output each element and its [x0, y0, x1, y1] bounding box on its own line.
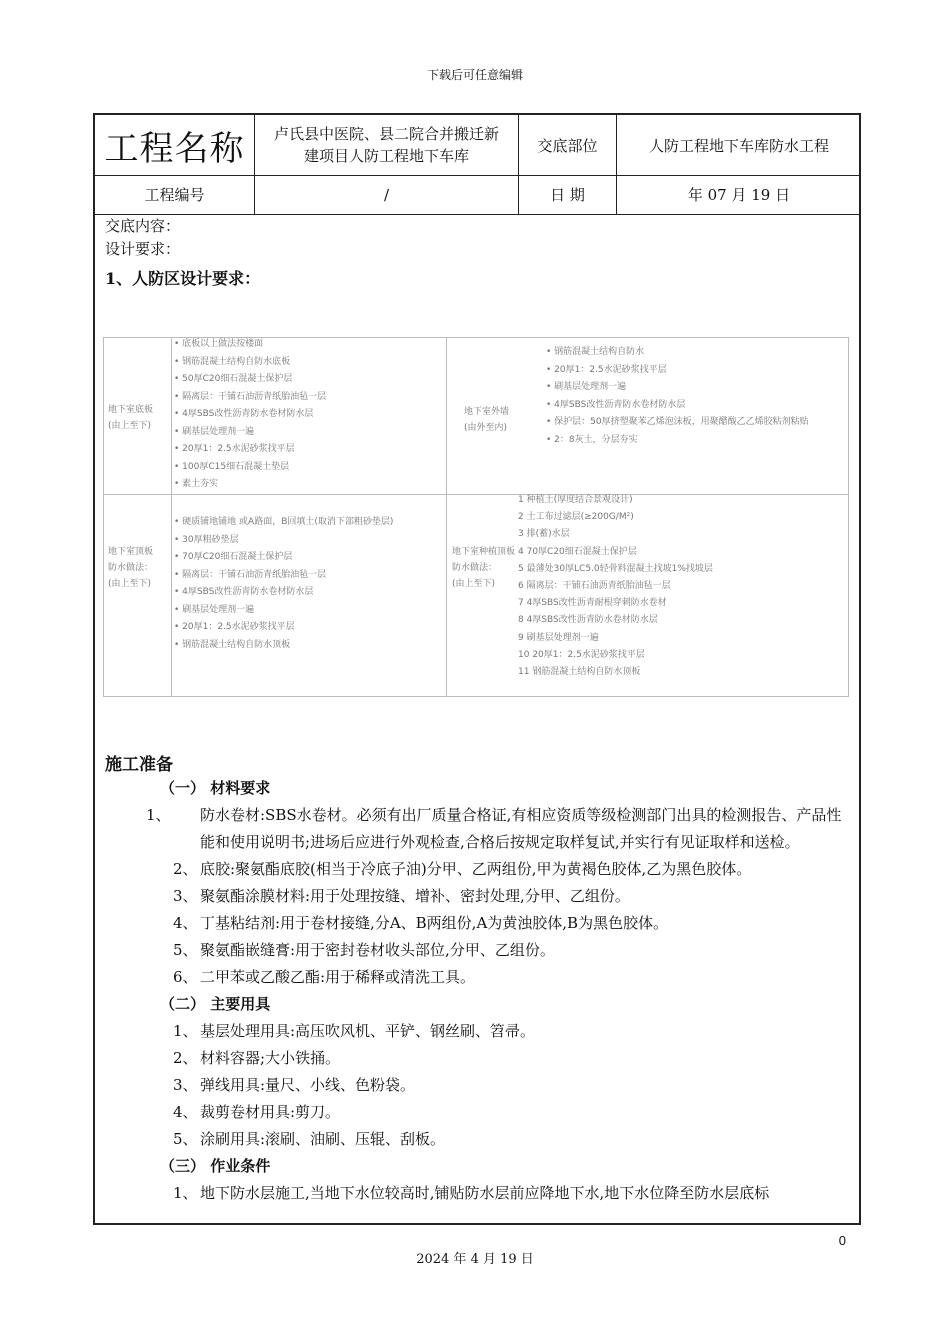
list-item: 2、 底胶:聚氨酯底胶(相当于冷底子油)分甲、乙两组份,甲为黄褐色胶体,乙为黑色胶体。: [173, 860, 752, 878]
diagram-list-floor: • 底板以上做法按楼面 • 钢筋混凝土结构自防水底板 • 50厚C20细石混凝土保护层 • 隔离层：干铺石油沥青纸胎油毡一层 • 4厚SBS改性沥青防水卷材防水层 • 刷基层处理剂一遍 • 20厚1：2.5水泥砂浆找平层 • 100厚C15细石混凝土垫层 • 素土夯实: [174, 339, 327, 489]
conditions-subtitle: （三） 作业条件: [160, 1157, 271, 1175]
date-label: 日 期: [519, 175, 617, 214]
list-item: 1、 地下防水层施工,当地下水位较高时,铺贴防水层前应降地下水,地下水位降至防水层底标: [173, 1184, 770, 1202]
list-item: 3、 聚氨酯涂膜材料:用于处理按缝、增补、密封处理,分甲、乙组份。: [173, 887, 630, 905]
materials-subtitle: （一） 材料要求: [160, 779, 271, 797]
project-name-label: 工程名称: [95, 115, 255, 175]
content-label: 交底内容：: [105, 217, 181, 235]
diagram-divider-h: [104, 494, 848, 495]
diagram-label-roof: 地下室顶板 防水做法： (由上至下): [108, 547, 154, 589]
list-item: 2、 材料容器;大小铁捅。: [173, 1049, 341, 1067]
date-value: 年 07 月 19 日: [687, 186, 791, 204]
heading-civil-defense: 1、人防区设计要求：: [105, 269, 261, 288]
list-item: 6、 二甲苯或乙酸乙酯:用于稀释或清洗工具。: [173, 968, 476, 986]
waterproof-detail-diagram: [103, 337, 849, 697]
footer-date: 2024 年 4 月 19 日: [416, 1252, 534, 1267]
diagram-label-floor: 地下室底板 (由上至下): [108, 405, 154, 431]
design-label: 设计要求：: [105, 240, 181, 258]
diagram-list-planted-roof: 1 种植土(厚度结合景观设计) 2 土工布过滤层(≥200G/M²) 3 排(蓄)水层 4 70厚C20细石混凝土保护层 5 最薄处30厚LC5.0轻骨料混凝土找坡1%找坡层 6 隔离层：干铺石油沥青纸胎油毡一层 7 4厚SBS改性沥青耐根穿刺防水卷材 8 4厚SBS改性沥青防水卷材防水层 9 刷基层处理剂一遍 10 20厚1：2.5水泥砂浆找平层 11 钢筋混凝土结构自防水顶板: [518, 495, 713, 678]
part-label: 交底部位: [519, 115, 617, 175]
disclosure-sheet: [93, 113, 861, 1225]
construction-prep: [105, 750, 855, 1207]
content-area: [95, 215, 859, 290]
number-value: /: [255, 175, 519, 214]
diagram-divider-v2: [446, 338, 447, 696]
list-item: 4、 丁基粘结剂:用于卷材接缝,分A、B两组份,A为黄浊胶体,B为黑色胶体。: [173, 914, 669, 932]
diagram-label-wall: 地下室外墙 (由外至内): [464, 407, 510, 433]
table-row-number: [95, 175, 859, 215]
list-item: 1、 防水卷材:SBS水卷材。必须有出厂质量合格证,有相应资质等级检测部门出具的检测报告、产品性能和使用说明书;进场后应进行外观检查,合格后按规定取样复试,并实行有见证取样和送检。: [146, 806, 842, 851]
diagram-list-roof: • 硬质铺地铺地 或A路面，B回填土(取消下部粗砂垫层) • 30厚粗砂垫层 • 70厚C20细石混凝土保护层 • 隔离层：干铺石油沥青纸胎油毡一层 • 4厚SBS改性沥青防水卷材防水层 • 刷基层处理剂一遍 • 20厚1：2.5水泥砂浆找平层 • 钢筋混凝土结构自防水顶板: [174, 517, 394, 650]
number-label: 工程编号: [95, 175, 255, 214]
list-item: 5、 聚氨酯嵌缝膏:用于密封卷材收头部位,分甲、乙组份。: [173, 941, 555, 959]
diagram-divider-v1: [171, 338, 172, 696]
page-number: 0: [838, 1233, 846, 1248]
diagram-label-planted-roof: 地下室种植顶板 防水做法： (由上至下): [452, 547, 516, 589]
list-item: 4、 裁剪卷材用具:剪刀。: [173, 1103, 341, 1121]
list-item: 5、 涂刷用具:滚刷、油刷、压辊、刮板。: [173, 1130, 446, 1148]
diagram-list-wall: • 钢筋混凝土结构自防水 • 20厚1：2.5水泥砂浆找平层 • 刷基层处理剂一遍 • 4厚SBS改性沥青防水卷材防水层 • 保护层：50厚挤塑聚苯乙烯泡沫板，用聚醋酸乙乙烯胶粘剂粘贴 • 2：8灰土，分层夯实: [546, 347, 809, 445]
list-item: 3、 弹线用具:量尺、小线、色粉袋。: [173, 1076, 416, 1094]
project-name-value: 卢氏县中医院、县二院合并搬迁新建项目人防工程地下车库: [255, 115, 519, 175]
header-note: 下载后可任意编辑: [426, 68, 523, 82]
tools-subtitle: （二） 主要用具: [160, 995, 271, 1013]
part-value: 人防工程地下车库防水工程: [648, 136, 829, 155]
table-row-project: [95, 115, 859, 176]
list-item: 1、 基层处理用具:高压吹风机、平铲、钢丝刷、笤帚。: [173, 1022, 536, 1040]
prep-title: 施工准备: [105, 755, 173, 775]
